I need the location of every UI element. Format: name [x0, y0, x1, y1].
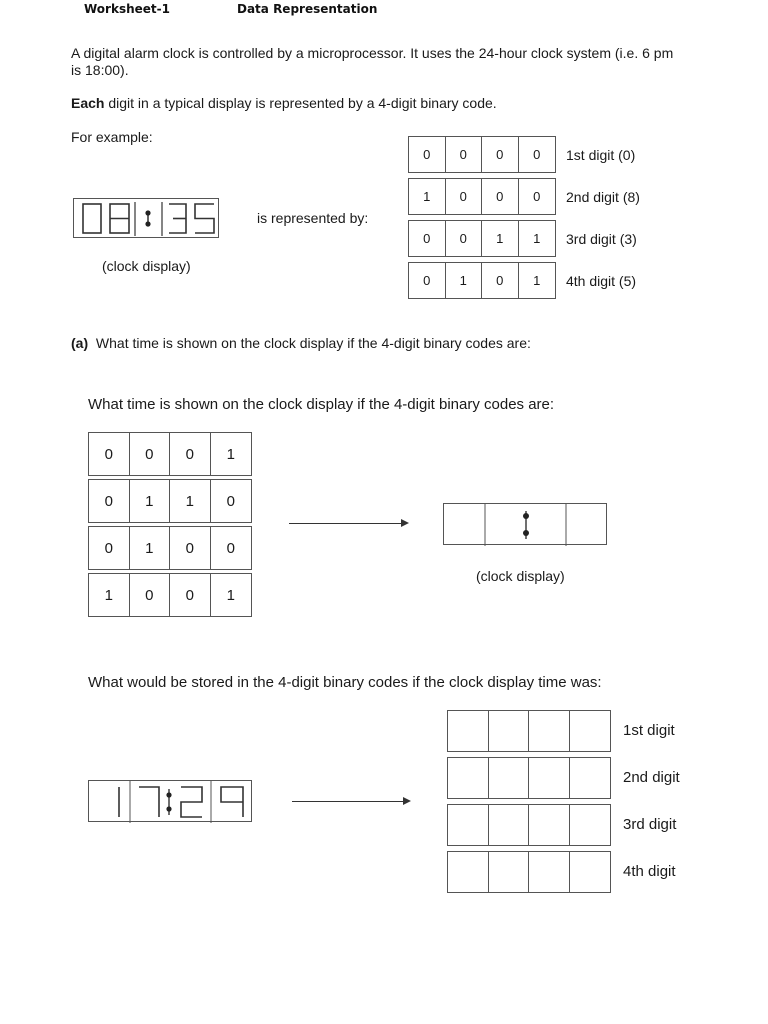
answer-row-1[interactable]: [447, 710, 611, 752]
represented-by-label: is represented by:: [257, 210, 369, 226]
example-clock-caption: (clock display): [102, 258, 191, 274]
colon-bottom-dot: [166, 806, 171, 811]
bit-cell: 0: [446, 179, 483, 214]
example-label-1: 1st digit (0): [566, 147, 636, 163]
bit-cell: 1: [533, 273, 541, 288]
answer-bit-cell[interactable]: [448, 758, 489, 798]
question-1-text: What time is shown on the clock display if the 4-digit binary codes are:: [88, 396, 555, 413]
answer-bit-cell[interactable]: [448, 852, 489, 892]
bit-cell: 1: [533, 231, 541, 246]
answer-bit-cell[interactable]: [529, 805, 570, 845]
right-arrow-icon: [289, 523, 407, 524]
bit-cell: 0: [446, 221, 483, 256]
bit-cell: 0: [89, 527, 130, 569]
each-digit-sentence: [71, 95, 497, 112]
answer-label-3: 3rd digit: [623, 816, 677, 833]
example-label-3: 3rd digit (3): [566, 231, 637, 247]
right-arrow-icon: [292, 801, 409, 802]
answer-bit-cell[interactable]: [570, 711, 610, 751]
answer-bit-cell[interactable]: [489, 805, 530, 845]
answer-bit-cell[interactable]: [529, 711, 570, 751]
answer-row-2[interactable]: [447, 757, 611, 799]
bit-cell: 0: [226, 539, 235, 557]
bit-cell: 1: [409, 179, 446, 214]
bit-cell: 1: [446, 263, 483, 298]
colon-top-dot: [523, 513, 529, 519]
bit-cell: 0: [170, 527, 211, 569]
for-example-label: For example:: [71, 129, 153, 145]
answer-label-4: 4th digit: [623, 863, 676, 880]
answer-bit-cell[interactable]: [489, 852, 530, 892]
answer-bit-cell[interactable]: [570, 758, 610, 798]
bit-cell: 1: [226, 586, 235, 604]
each-rest: digit in a typical display is represented by a 4-digit binary code.: [104, 95, 497, 111]
part-a-marker: (a): [71, 335, 89, 351]
bit-cell: 0: [130, 574, 171, 616]
colon-bottom-dot: [523, 530, 529, 536]
bit-cell: 1: [130, 527, 171, 569]
bit-cell: 0: [89, 433, 130, 475]
answer-label-1: 1st digit: [623, 722, 675, 739]
answer-bit-cell[interactable]: [570, 852, 610, 892]
example-label-4: 4th digit (5): [566, 273, 637, 289]
example-row-4: [408, 262, 556, 299]
bit-cell: 0: [409, 263, 446, 298]
bit-cell: 0: [533, 147, 541, 162]
answer-bit-cell[interactable]: [529, 758, 570, 798]
bit-cell: 0: [446, 137, 483, 172]
bit-cell: 0: [482, 179, 519, 214]
example-row-1: [408, 136, 556, 173]
question-2-text: What would be stored in the 4-digit binary codes if the clock display time was:: [88, 674, 602, 691]
bit-cell: 0: [89, 480, 130, 522]
bit-cell: 0: [533, 189, 541, 204]
question-2-clock-display: [88, 780, 252, 822]
answer-clock-display[interactable]: [443, 503, 607, 545]
example-clock-digits: [74, 199, 220, 239]
bit-cell: 0: [130, 433, 171, 475]
answer-bit-cell[interactable]: [448, 711, 489, 751]
answer-clock-caption: (clock display): [476, 568, 565, 584]
example-row-2: [408, 178, 556, 215]
seg-digit-7: [139, 787, 159, 817]
topic-title: Data Representation: [237, 2, 378, 16]
bit-cell: 1: [226, 445, 235, 463]
answer-clock-grid: [444, 504, 608, 546]
answer-bit-cell[interactable]: [570, 805, 610, 845]
example-label-2: 2nd digit (8): [566, 189, 640, 205]
seg-digit-5: [195, 204, 214, 233]
seg-digit-9: [221, 787, 243, 817]
colon-top-dot: [166, 792, 171, 797]
bit-cell: 0: [409, 221, 446, 256]
answer-bit-cell[interactable]: [489, 758, 530, 798]
answer-bit-cell[interactable]: [489, 711, 530, 751]
answer-bit-cell[interactable]: [448, 805, 489, 845]
bit-cell: 0: [170, 574, 211, 616]
answer-row-4[interactable]: [447, 851, 611, 893]
part-a-question: [71, 335, 531, 352]
q1-row-4: [88, 573, 252, 617]
each-bold: Each: [71, 95, 105, 111]
answer-label-2: 2nd digit: [623, 769, 680, 786]
intro-line-2: is 18:00).: [71, 62, 129, 78]
part-a-text: What time is shown on the clock display if the 4-digit binary codes are:: [95, 335, 531, 351]
intro-line-1: A digital alarm clock is controlled by a microprocessor. It uses the 24-hour clock system (i.e. 6 pm: [71, 45, 674, 61]
q1-row-1: [88, 432, 252, 476]
bit-cell: 1: [170, 480, 211, 522]
bit-cell: 0: [482, 263, 519, 298]
bit-cell: 0: [409, 137, 446, 172]
q1-row-2: [88, 479, 252, 523]
example-row-3: [408, 220, 556, 257]
worksheet-title: Worksheet-1: [84, 2, 170, 16]
bit-cell: 1: [482, 221, 519, 256]
answer-row-3[interactable]: [447, 804, 611, 846]
q2-clock-digits: [89, 781, 253, 823]
example-clock-display: [73, 198, 219, 238]
bit-cell: 0: [482, 137, 519, 172]
answer-bit-cell[interactable]: [529, 852, 570, 892]
q1-row-3: [88, 526, 252, 570]
bit-cell: 0: [226, 492, 235, 510]
bit-cell: 0: [170, 433, 211, 475]
seg-digit-0: [83, 204, 101, 233]
seg-digit-2: [181, 787, 202, 817]
bit-cell: 1: [130, 480, 171, 522]
bit-cell: 1: [89, 574, 130, 616]
